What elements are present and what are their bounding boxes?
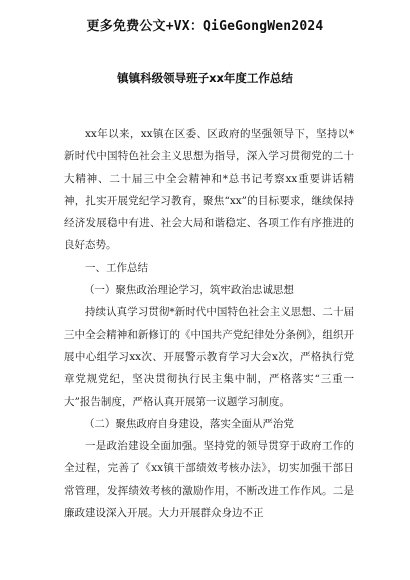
section-heading-work-summary: 一、工作总结 bbox=[85, 261, 148, 274]
subsection-heading-2: （二）聚焦政府自身建设，落实全面从严治党 bbox=[83, 417, 294, 430]
subsection-2-paragraph: 一是政治建设全面加强。坚持党的领导贯穿于政府工作的全过程，完善了《xx镇干部绩效考核办法》，切实加强干部日常管理，发挥绩效考核的激励作用，不断改进工作作风。二是廉政建设深入开展。大力开展群众身边不正 bbox=[64, 440, 354, 520]
promo-banner: 更多免费公文+VX：QiGeGongWen2024 bbox=[86, 19, 324, 34]
document-title: 镇镇科级领导班子xx年度工作总结 bbox=[117, 71, 293, 85]
document-body bbox=[64, 123, 354, 524]
intro-paragraph: xx年以来，xx镇在区委、区政府的坚强领导下，坚持以*新时代中国特色社会主义思想为指导，深入学习贯彻党的二十大精神、二十届三中全会精神和*总书记考察xx重要讲话精神，扎实开展党纪学习教育，聚焦“xx”的目标要求，继续保持经济发展稳中有进、社会大局和谐稳定、各项工作有序推进的良好态势。 bbox=[64, 128, 354, 252]
subsection-1-paragraph: 持续认真学习贯彻*新时代中国特色社会主义思想、二十届三中全会精神和新修订的《中国共产党纪律处分条例》，组织开展中心组学习xx次、开展警示教育学习大会x次，严格执行党章党规党纪，坚决贯彻执行民主集中制，严格落实“三重一大”报告制度，严格认真开展第一议题学习制度。 bbox=[64, 306, 354, 408]
subsection-heading-1: （一）聚焦政治理论学习，筑牢政治忠诚思想 bbox=[83, 284, 294, 297]
